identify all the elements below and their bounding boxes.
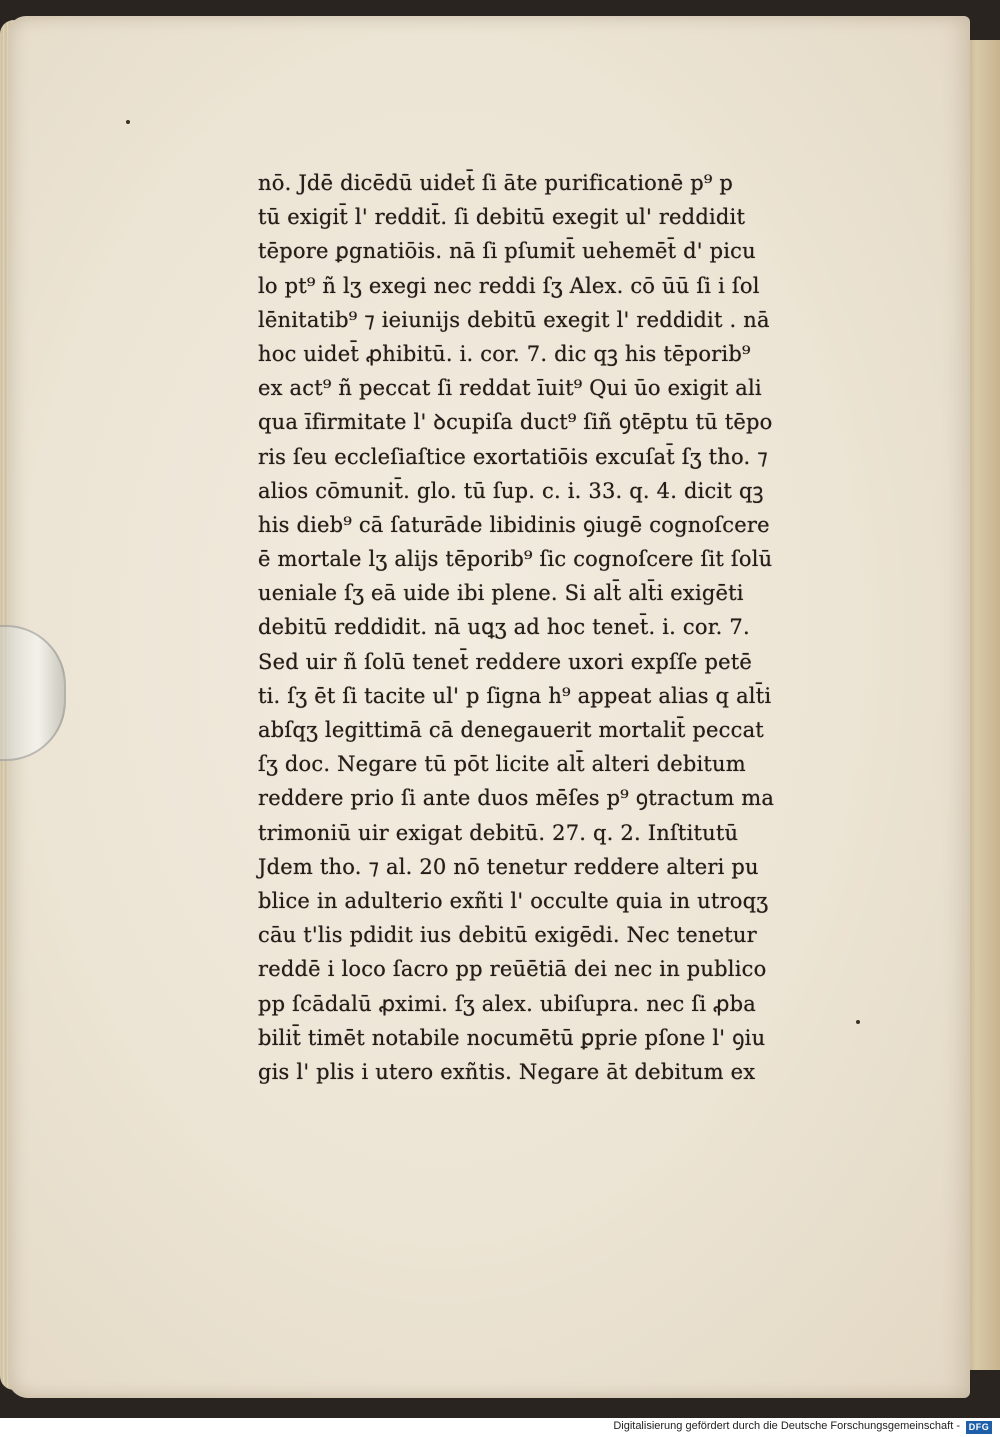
- text-line: tū exigit̄ l' reddit̄. ſi debitū exegit ul' reddidit: [258, 205, 746, 230]
- text-line: cāu t'lis pdidit ius debitū exigēdi. Nec tenetur: [258, 923, 757, 948]
- text-line: ris ſeu eccleſiaſtice exortatiōis excuſat̄ ſʒ tho. ⁊: [258, 444, 768, 469]
- text-line: qua īfirmitate l' ꝺcupiſa duct⁹ ſiñ ꝯtēptu tū tēpo: [258, 410, 773, 435]
- text-line: Jdem tho. ⁊ al. 20 nō tenetur reddere alteri pu: [258, 854, 759, 879]
- text-line: ſʒ doc. Negare tū pōt licite alt̄ alteri debitum: [258, 752, 746, 777]
- text-line: Sed uir ñ ſolū tenet̄ reddere uxori expſſe petē: [258, 649, 753, 674]
- text-line: ueniale ſʒ eā uide ibi plene. Si alt̄ alt̄i exigēti: [258, 581, 744, 606]
- text-line: lo pt⁹ ñ lʒ exegi nec reddi ſʒ Alex. cō ūū ſi i ſol: [258, 273, 760, 298]
- text-line: tēpore ꝑgnatiōis. nā ſi pſumit̄ uehemēt̄ d' picu: [258, 239, 756, 264]
- text-line: blice in adulterio exñti l' occulte quia in utroqʒ: [258, 888, 769, 913]
- dfg-logo: DFG: [966, 1421, 992, 1434]
- text-line: debitū reddidit. nā uꝗʒ ad hoc tenet̄. i. cor. 7.: [258, 615, 750, 640]
- text-line: alios cōmunit̄. glo. tū ſup. c. i. 33. q. 4. dicit qꝫ: [258, 478, 764, 503]
- text-line: ex act⁹ ñ peccat ſi reddat īuit⁹ Qui ūo exigit ali: [258, 376, 762, 401]
- text-column: [258, 166, 868, 1089]
- text-line: his dieb⁹ cā ſaturāde libidinis ꝯiugē cognoſcere: [258, 512, 770, 537]
- text-line: lēnitatib⁹ ⁊ ieiunijs debitū exegit l' reddidit . nā: [258, 307, 770, 332]
- text-line: ti. ſʒ ēt ſi tacite ul' p ſigna h⁹ appeat alias q alt̄i: [258, 683, 772, 708]
- footer-credit: Digitalisierung gefördert durch die Deutsche Forschungsgemeinschaft -: [613, 1420, 960, 1432]
- ink-speck: [126, 120, 130, 124]
- text-line: hoc uidet̄ ꝓhibitū. i. cor. 7. dic qꝫ his tēporib⁹: [258, 341, 751, 366]
- text-line: nō. Jdē dicēdū uidet̄ ſi āte purificationē p⁹ p: [258, 171, 734, 195]
- text-line: trimoniū uir exigat debitū. 27. q. 2. Inſtitutū: [258, 820, 739, 845]
- text-line: reddē i loco ſacro pp reūētiā dei nec in publico: [258, 957, 767, 982]
- text-line: bilit̄ timēt notabile nocumētū ꝑprie pſone l' ꝯiu: [258, 1025, 766, 1050]
- text-line: abſqʒ legittimā cā denegauerit mortalit̄ peccat: [258, 718, 764, 742]
- text-line: gis l' plis i utero exñtis. Negare āt debitum ex: [258, 1059, 756, 1084]
- text-line: reddere prio ſi ante duos mēſes p⁹ ꝯtractum ma: [258, 786, 775, 811]
- footer-bar: [0, 1418, 1000, 1437]
- text-line: pp ſcādalū ꝓximi. ſʒ alex. ubiſupra. nec ſi ꝓba: [258, 991, 756, 1016]
- text-line: ē mortale lʒ alijs tēporib⁹ ſic cognoſcere ſit ſolū: [258, 547, 773, 572]
